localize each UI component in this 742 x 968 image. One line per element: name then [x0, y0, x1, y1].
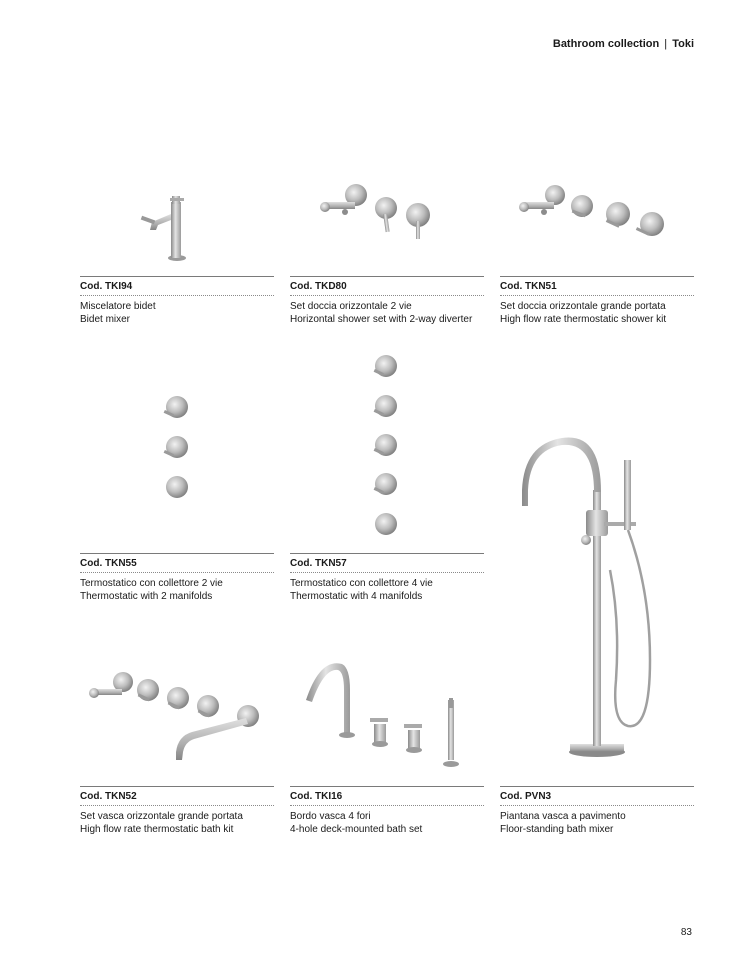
bidet-mixer-icon — [80, 150, 274, 270]
divider-rule — [290, 553, 484, 554]
product-name-it: Termostatico con collettore 4 vie — [290, 578, 433, 589]
dotted-divider — [500, 805, 694, 806]
floor-bath-mixer-icon — [500, 430, 694, 780]
product-code: Cod. TKN57 — [290, 558, 347, 569]
product-code: Cod. TKD80 — [290, 281, 347, 292]
dotted-divider — [500, 295, 694, 296]
dotted-divider — [290, 805, 484, 806]
product-name-en: High flow rate thermostatic bath kit — [80, 824, 234, 835]
divider-rule — [80, 786, 274, 787]
dotted-divider — [80, 805, 274, 806]
page-header — [553, 38, 694, 50]
product-card-tkn55 — [80, 350, 274, 610]
product-name-it: Set vasca orizzontale grande portata — [80, 811, 243, 822]
product-name-it: Bordo vasca 4 fori — [290, 811, 371, 822]
product-card-tkd80 — [290, 150, 484, 330]
page-number: 83 — [680, 927, 692, 938]
product-card-tkn52 — [80, 660, 274, 840]
product-code: Cod. PVN3 — [500, 791, 552, 802]
divider-rule — [80, 553, 274, 554]
product-name-en: Thermostatic with 2 manifolds — [80, 591, 213, 602]
product-card-tki16 — [290, 660, 484, 840]
bath-kit-icon — [80, 660, 274, 780]
product-name-it: Set doccia orizzontale grande portata — [500, 301, 666, 312]
dotted-divider — [80, 295, 274, 296]
divider-rule — [500, 276, 694, 277]
dotted-divider — [80, 572, 274, 573]
product-name-en: High flow rate thermostatic shower kit — [500, 314, 667, 325]
product-code: Cod. TKN51 — [500, 281, 557, 292]
product-code: Cod. TKI94 — [80, 281, 133, 292]
divider-rule — [500, 786, 694, 787]
product-card-tkn51 — [500, 150, 694, 330]
header-separator: | — [664, 38, 668, 50]
shower-kit-icon — [500, 150, 694, 270]
product-name-it: Miscelatore bidet — [80, 301, 156, 312]
thermostatic-4-icon — [290, 350, 484, 550]
product-name-en: Floor-standing bath mixer — [500, 824, 614, 835]
product-card-tki94 — [80, 150, 274, 330]
dotted-divider — [290, 572, 484, 573]
collection-title: Bathroom collection — [552, 38, 660, 50]
divider-rule — [290, 786, 484, 787]
product-code: Cod. TKI16 — [290, 791, 343, 802]
product-card-pvn3 — [500, 430, 694, 840]
brand-name: Toki — [672, 38, 694, 50]
product-name-en: Horizontal shower set with 2-way diverter — [290, 314, 473, 325]
product-name-it: Set doccia orizzontale 2 vie — [290, 301, 412, 312]
product-name-en: Thermostatic with 4 manifolds — [290, 591, 423, 602]
dotted-divider — [290, 295, 484, 296]
product-card-tkn57 — [290, 350, 484, 610]
deck-bath-set-icon — [290, 660, 484, 780]
divider-rule — [290, 276, 484, 277]
divider-rule — [80, 276, 274, 277]
product-name-it: Piantana vasca a pavimento — [500, 811, 626, 822]
product-code: Cod. TKN55 — [80, 558, 137, 569]
shower-set-icon — [290, 150, 484, 270]
thermostatic-2-icon — [80, 350, 274, 550]
product-name-en: 4-hole deck-mounted bath set — [290, 824, 423, 835]
product-code: Cod. TKN52 — [80, 791, 137, 802]
product-name-it: Termostatico con collettore 2 vie — [80, 578, 223, 589]
product-name-en: Bidet mixer — [80, 314, 131, 325]
